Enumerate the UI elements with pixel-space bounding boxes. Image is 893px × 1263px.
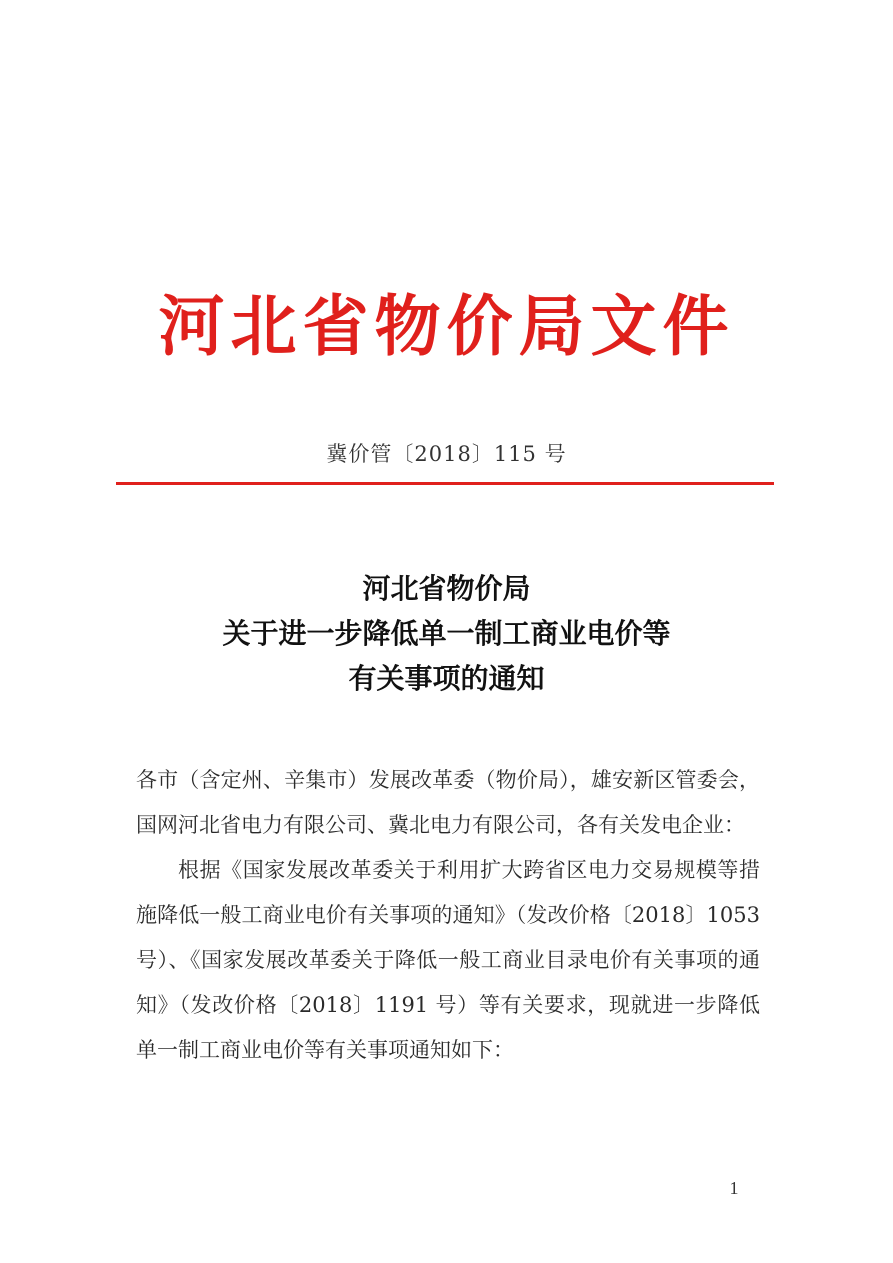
document-title (0, 566, 893, 701)
document-body (136, 758, 760, 1073)
issuer-masthead: 河北省物价局文件 (158, 287, 735, 365)
title-line-1: 河北省物价局 (362, 572, 531, 605)
salutation-paragraph: 各市（含定州、辛集市）发展改革委（物价局），雄安新区管委会，国网河北省电力有限公司、冀北电力有限公司，各有关发电企业： (136, 768, 760, 837)
title-line-3: 有关事项的通知 (348, 662, 545, 695)
red-separator-rule (116, 482, 774, 485)
page-number: 1 (729, 1178, 739, 1198)
body-paragraph-1: 根据《国家发展改革委关于利用扩大跨省区电力交易规模等措施降低一般工商业电价有关事项的通知》（发改价格〔2018〕1053 号）、《国家发展改革委关于降低一般工商业目录电价有关事项的通知》（发改价格〔2018〕1191 号）等有关要求，现就进一步降低单一制工商业电价等有关事项通知如下： (136, 858, 760, 1062)
title-line-2: 关于进一步降低单一制工商业电价等 (222, 617, 671, 650)
document-number: 冀价管〔2018〕115 号 (326, 442, 567, 466)
